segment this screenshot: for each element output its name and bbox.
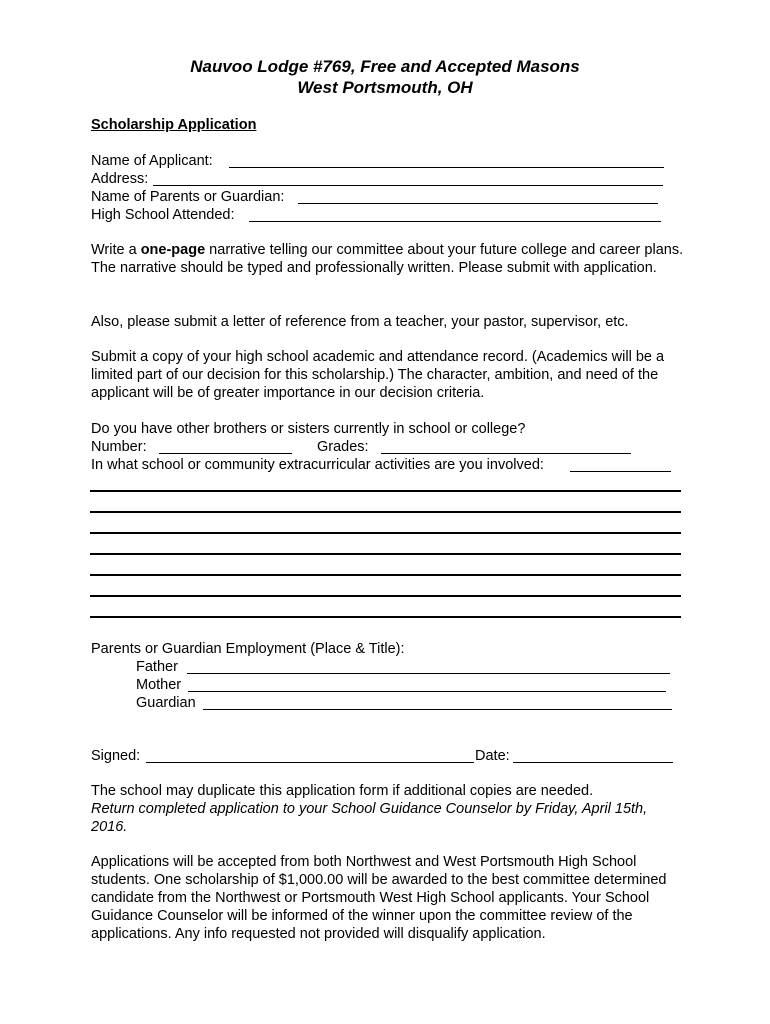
applicant-name-field[interactable] bbox=[229, 153, 664, 168]
signature-field[interactable] bbox=[146, 748, 474, 763]
parents-label: Name of Parents or Guardian: bbox=[91, 189, 285, 205]
activities-line-3[interactable] bbox=[90, 532, 681, 534]
records-instructions: Submit a copy of your high school academic and attendance record. (Academics will be a limited part of our decision for this scholarship.) The character, ambition, and need of the applicant will be of greater importance in our decision criteria. bbox=[91, 349, 665, 401]
mother-label: Mother bbox=[136, 677, 182, 693]
number-label: Number: bbox=[91, 439, 147, 455]
grades-label: Grades: bbox=[317, 439, 369, 455]
mother-employment-field[interactable] bbox=[188, 677, 666, 692]
activities-line-4[interactable] bbox=[90, 553, 681, 555]
employment-heading: Parents or Guardian Employment (Place & Title): bbox=[91, 641, 405, 657]
return-note: Return completed application to your School Guidance Counselor by Friday, April 15th, 2016. bbox=[91, 801, 648, 835]
father-label: Father bbox=[136, 659, 178, 675]
activities-line-5[interactable] bbox=[90, 574, 681, 576]
number-field[interactable] bbox=[159, 439, 292, 454]
narrative-post: narrative telling our committee about your future college and career plans. The narrative should be typed and professionally written. Please submit with application. bbox=[91, 242, 684, 276]
page-title-line1: Nauvoo Lodge #769, Free and Accepted Masons bbox=[190, 57, 580, 76]
activities-line-7[interactable] bbox=[90, 616, 681, 618]
applicant-label: Name of Applicant: bbox=[91, 153, 213, 169]
grades-field[interactable] bbox=[381, 439, 631, 454]
narrative-pre: Write a bbox=[91, 242, 141, 258]
activities-line-2[interactable] bbox=[90, 511, 681, 513]
date-field[interactable] bbox=[513, 748, 673, 763]
address-field[interactable] bbox=[153, 171, 663, 186]
final-paragraph: Applications will be accepted from both Northwest and West Portsmouth High School students. One scholarship of $1,000.00 will be awarded to the best committee determined candidate from the Northwest or Portsmouth West High School applicants. Your School Guidance Counselor will be informed of the winner upon the committee review of the applications. Any info requested not provided will disqualify application. bbox=[91, 854, 667, 942]
parents-name-field[interactable] bbox=[298, 189, 658, 204]
narrative-bold: one-page bbox=[140, 242, 206, 258]
activities-field[interactable] bbox=[570, 457, 671, 472]
duplicate-note: The school may duplicate this application form if additional copies are needed. bbox=[91, 783, 594, 799]
school-label: High School Attended: bbox=[91, 207, 235, 223]
date-label: Date: bbox=[475, 748, 510, 764]
activities-line-6[interactable] bbox=[90, 595, 681, 597]
activities-question: In what school or community extracurricular activities are you involved: bbox=[91, 457, 544, 473]
form-heading: Scholarship Application bbox=[91, 117, 257, 133]
address-label: Address: bbox=[91, 171, 149, 187]
reference-instructions: Also, please submit a letter of reference from a teacher, your pastor, supervisor, etc. bbox=[91, 314, 629, 330]
activities-line-1[interactable] bbox=[90, 490, 681, 492]
high-school-field[interactable] bbox=[249, 207, 661, 222]
narrative-instructions bbox=[91, 241, 691, 277]
guardian-label: Guardian bbox=[136, 695, 196, 711]
father-employment-field[interactable] bbox=[187, 659, 670, 674]
guardian-employment-field[interactable] bbox=[203, 695, 672, 710]
signed-label: Signed: bbox=[91, 748, 141, 764]
page-title-line2: West Portsmouth, OH bbox=[297, 78, 473, 97]
siblings-question: Do you have other brothers or sisters currently in school or college? bbox=[91, 421, 526, 437]
